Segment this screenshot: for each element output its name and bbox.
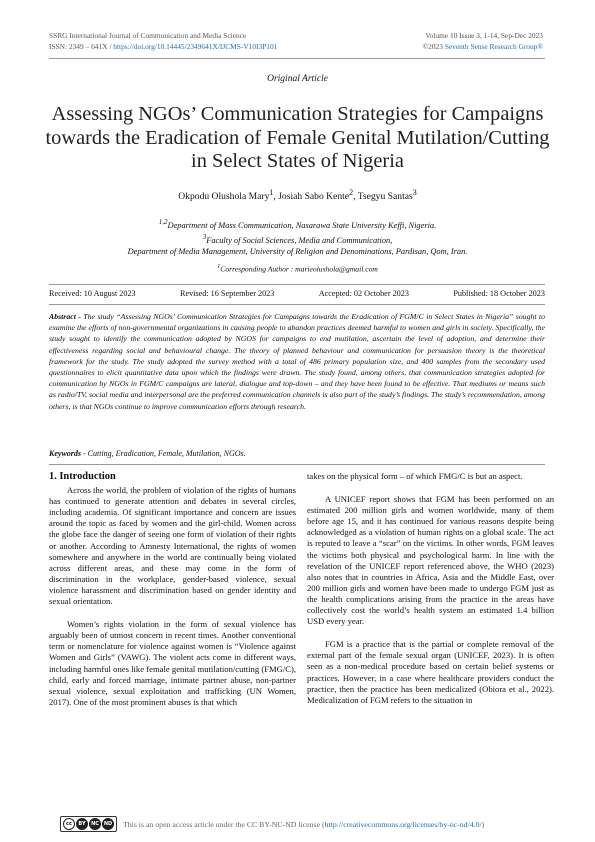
journal-name: SSRG International Journal of Communication and Media Science [49,31,247,40]
copyright-year: ©2023 [422,41,443,51]
header-divider [49,58,545,59]
affiliation-line: $^{1,2}$Department of Mass Communication, Nasarawa State University Keffi, Nigeria. [158,218,437,230]
keywords-label: Keywords [49,449,81,458]
date-received: Received: 10 August 2023 [49,289,136,298]
volume-info: Volume 10 Issue 3, 1-14, Sep-Dec 2023 [425,31,543,40]
author-sup: 2 [349,188,354,197]
date-revised: Revised: 16 September 2023 [179,289,275,298]
issn-doi-line [49,42,277,53]
abstract [49,311,545,412]
header-right [423,31,543,52]
cc-license-badge[interactable] [60,816,117,832]
affiliation-line: Department of Media Management, University of Religion and Denominations, Pardisan, Qom, Iran. [127,247,468,256]
keywords [49,449,545,458]
left-column [49,471,296,720]
license-text: This is an open access article under the CC BY-NC-ND license (http://creativecommons.org/licenses/by-nc-nd/4.0/) [123,819,485,829]
author-name: Okpodu Olushola Mary [178,191,270,203]
nc-icon: NC [89,818,101,830]
article-type: Original Article [267,74,328,84]
cc-icon: cc [63,818,75,830]
author-list: Okpodu Olushola Mary$^1$, Josiah Sabo Kente$^2$, Tsegyu Santas$^3$ [178,188,417,203]
paragraph: A UNICEF report shows that FGM has been performed on an estimated 200 million girls and women worldwide, many of them before age 15, and it has continued for various reasons despite being acknowledged as a violation of human rights on a global scale. The act is reputed to leave a “scar” on the victims. In other words, FGM leaves the victims both physical and psychological harm. In line with the revelation of the UNICEF report referenced above, the WHO (2023) also notes that in countries in Africa, Asia and the Middle East, over 200 million girls and women have been made to undergo FGM just as the health complications arising from the practice in the areas have collectively cost the world’s health system an estimated 1.4 billion USD every year. [307,494,554,627]
publisher-link[interactable]: Seventh Sense Research Group® [444,41,543,51]
right-column [307,471,554,718]
author-sup: 3 [412,188,417,197]
license-link[interactable]: http://creativecommons.org/licenses/by-nc-nd/4.0/ [324,819,482,829]
dates-divider-top [49,284,545,285]
abstract-text: The study “Assessing NGOs’ Communication Strategies for Campaigns towards the Eradication of FGM/C in Select States in Nigeria” sought to examine the efforts of non-governmental organizations in causing people to abandon practices deemed harmful to women and girls in society. Specifically, the study sought to identify the communication adopted by NGOS for campaigns to end mutilation, ascertain the level of adoption, and determine their effectiveness regarding social and behavioural change. The theory of planned behaviour and communication for persuasion theory is the theoretical framework for the study. The study adopted the survey method with a total of 486 primary population size, and 400 samples from the secondary used questionnaires to elicit quantitative data upon which the findings were drawn. The study found, among others, that communication strategies adopted for communication by NGOs in FGM/C campaigns are lateral, dialogue and top-down – and they have been found to be effective. That mediums or means such as radio/TV, social media and interpersonal are the preferred communication channels is also part of the study’s findings. The study’s recommendation, among others, is that NGOs continue to improve communication efforts through research. [49,312,546,411]
dates-divider-bottom [49,304,545,305]
paragraph: FGM is a practice that is the partial or complete removal of the external part of the female sexual organ (UNICEF, 2023). It is often seen as a non-medical procedure based on certain belief systems or practices. However, in a case where healthcare providers conduct the practice, then the practice has been medicalized (Obiora et al., 2022). Medicalization of FGM refers to the situation in [307,639,554,705]
paragraph: takes on the physical form – of which FMG/C is but an aspect. [307,471,523,481]
affiliation-line: $^3$Faculty of Social Sciences, Media and Communication, [202,232,393,245]
author-name: Tsegyu Santas [357,191,413,203]
date-published: Published: 18 October 2023 [453,289,545,298]
doi-link[interactable]: https://doi.org/10.14445/2349641X/IJCMS-V10I3P101 [113,41,278,51]
affiliations [0,217,595,258]
section-heading: 1. Introduction [49,471,116,482]
nd-icon: ND [102,818,114,830]
paragraph: Across the world, the problem of violation of the rights of humans has continued to generate attention and debates in several circles, including academia. Of significant importance and concern are issues around the topic as faced by women and the girl-child. Women across the globe face the danger of seeing one form of violation of their rights or another. According to Amnesty International, the rights of women somewhere and anywhere in the world are continually being violated across different areas, and these may come in the form of discrimination in the workplace, gender-based violence, sexual violence harassment and discrimination based on gender identity and sexual orientation. [49,485,296,607]
issn: ISSN: 2349 – 641X / [49,41,112,51]
author-name: Josiah Sabo Kente [278,191,350,203]
author-sup: 1 [269,188,274,197]
abstract-label: Abstract - [49,312,81,321]
copyright-line [423,42,543,53]
publication-dates [49,289,545,298]
paper-title: Assessing NGOs’ Communication Strategies for Campaigns towards the Eradication of Female Genital Mutilation/Cutting in Select States of Nigeria [45,103,550,173]
corresponding-author: $^1$Corresponding Author : marieolushola@gmail.com [217,263,378,274]
license-footer [60,816,484,832]
date-accepted: Accepted: 02 October 2023 [318,289,409,298]
paragraph: Women’s rights violation in the form of sexual violence has arguably been of utmost concern in recent times. Another conventional term or nomenclature for violence against women is “Violence against Women and Girls” (VAWG). The violent acts come in different ways, including harmful ones like female genital mutilation/cutting (FMG/C), child, early and forced marriage, intimate partner abuse, non-partner sexual violence, sexual exploitation and trafficking (UN Women, 2017). One of the most prominent abuses is that which [49,619,296,707]
keywords-text: - Cutting, Eradication, Female, Mutilation, NGOs. [83,449,246,458]
body-divider [49,464,545,465]
header-left [49,31,277,52]
by-icon: BY [76,818,88,830]
